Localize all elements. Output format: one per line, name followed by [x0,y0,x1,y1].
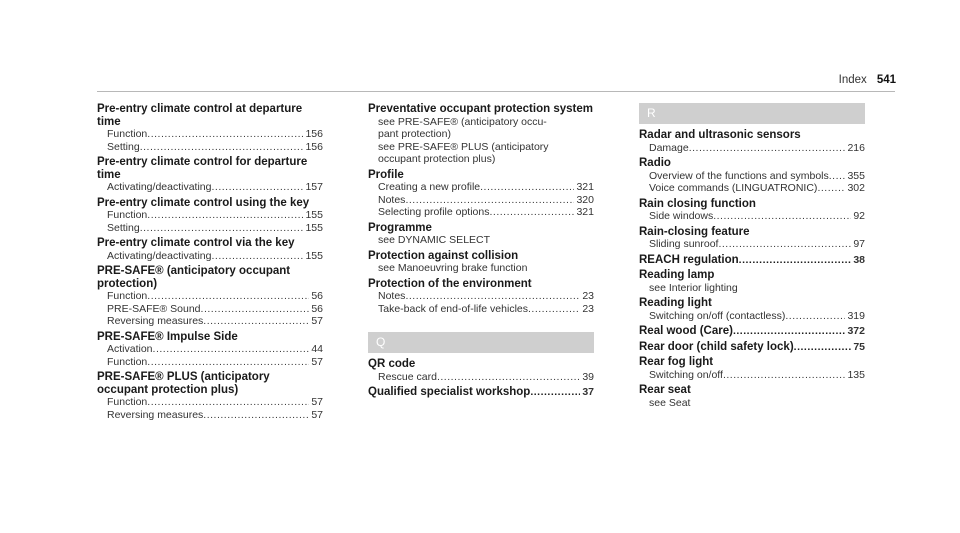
index-entry-title: Rear seat [639,384,691,396]
index-entry [368,386,594,399]
leader-dots [739,254,852,267]
index-entry-title: PRE-SAFE® Impulse Side [97,330,238,343]
index-entry-title: Radio [639,157,671,169]
sub-entry [97,222,323,235]
index-entry-title [639,341,865,354]
page-ref: 321 [576,206,594,218]
leader-dots [480,181,574,194]
leader-dots [718,238,851,251]
sub-entry-label: Creating a new profile [378,181,481,193]
page-ref: 319 [847,309,865,322]
page-ref: 321 [576,181,594,193]
index-column-2 [368,103,594,402]
index-column-1 [97,103,323,424]
index-entry-title [639,254,865,267]
sub-entry-label: Function [107,209,148,221]
index-entry-title: Rear fog light [639,356,714,368]
sub-entry-label: Voice commands (LINGUATRONIC) [649,182,818,194]
entry-title-text: Rear door (child safety lock) [639,340,794,353]
page-ref: 156 [305,140,323,153]
index-entry [639,341,865,354]
leader-dots [405,290,580,303]
page-ref: 37 [582,386,594,398]
sub-entry-label: Reversing measures [107,408,204,421]
index-entry [368,169,594,219]
sub-entry-label: Rescue card [378,370,437,383]
sub-entry [97,209,323,222]
index-entry-title: Protection against collision [368,249,519,262]
page-ref: 57 [311,408,323,421]
leader-dots [528,303,580,316]
page-ref: 372 [847,325,865,337]
page-ref: 302 [847,182,865,194]
page-ref: 44 [311,343,323,355]
leader-dots [147,396,309,409]
page-ref: 320 [576,193,594,206]
index-entry [97,103,323,153]
index-entry-title: Reading lamp [639,269,715,281]
index-entry-title [368,386,594,399]
sub-entry-label: Switching on/off (contactless) [649,309,786,322]
leader-dots [829,170,846,183]
page-ref: 155 [305,209,323,221]
leader-dots [733,325,846,338]
page-ref: 57 [311,315,323,327]
leader-dots [147,128,303,141]
page-ref: 156 [305,128,323,140]
cross-reference: pant protection) [378,128,451,140]
index-entry-title: Pre-entry climate control for departure time [97,156,308,181]
index-entry [97,331,323,369]
sub-entry-label: Overview of the functions and symbols [649,169,829,182]
index-entry [639,325,865,338]
sub-entry-label: Side windows [649,210,714,222]
sub-entry [97,396,323,409]
page-ref: 157 [305,181,323,193]
sub-entry-label: Sliding sunroof [649,238,719,250]
leader-dots [147,290,309,303]
leader-dots [203,409,309,422]
index-entry [97,197,323,235]
letter-heading: Q [368,332,594,353]
sub-entry-label: Activating/deactivating [107,181,212,193]
section-label: Index [838,74,867,86]
sub-entry [97,315,323,328]
index-entry [639,198,865,223]
leader-dots [140,141,304,154]
sub-entry-label: Function [107,396,148,408]
index-entry-title [639,325,865,338]
index-entry-title: PRE-SAFE® PLUS (anticipatory occupant protection plus) [97,371,270,396]
index-entry [368,358,594,383]
page-ref: 23 [582,290,594,302]
header-rule [97,91,895,92]
sub-entry [639,142,865,155]
sub-entry-label: Setting [107,221,140,234]
index-entry [368,250,594,275]
sub-entry-label: Switching on/off [649,368,723,381]
page-ref: 23 [582,302,594,315]
page-ref: 56 [311,290,323,302]
sub-entry [97,290,323,303]
sub-entry [639,170,865,183]
index-entry-title: Profile [368,168,404,181]
leader-dots [203,315,309,328]
index-entry-title: Radar and ultrasonic sensors [639,129,801,141]
leader-dots [689,142,846,155]
page-ref: 75 [853,340,865,353]
sub-entry [639,238,865,251]
sub-entry [368,194,594,207]
index-entry-title: QR code [368,358,416,370]
index-column-3 [639,103,865,412]
cross-reference: see PRE-SAFE® PLUS (anticipatory [378,140,549,153]
index-entry [97,156,323,194]
index-entry-title: Preventative occupant protection system [368,103,593,115]
index-entry [368,222,594,247]
page-ref: 155 [305,249,323,262]
leader-dots [147,209,303,222]
page-ref: 56 [311,302,323,315]
cross-reference: occupant protection plus) [378,153,496,165]
sub-entry [639,310,865,323]
sub-entry-label: Take-back of end-of-life vehicles [378,302,528,315]
cross-reference: see PRE-SAFE® (anticipatory occu- [378,115,547,128]
index-entry [639,384,865,409]
index-entry [639,356,865,381]
index-entry [97,371,323,421]
page-ref: 155 [305,221,323,234]
sub-entry [97,181,323,194]
sub-entry [368,303,594,316]
sub-entry [97,128,323,141]
sub-entry-label: Reversing measures [107,315,204,327]
page-ref: 355 [847,169,865,182]
page-ref: 216 [847,141,865,154]
index-entry-title: Pre-entry climate control via the key [97,237,295,249]
page-ref: 92 [853,210,865,222]
index-entry-title: Reading light [639,297,712,309]
sub-entry-label: Selecting profile options [378,206,490,218]
leader-dots [147,356,309,369]
sub-entry-label: Function [107,128,148,140]
index-entry [639,297,865,322]
leader-dots [723,369,846,382]
index-entry [97,237,323,262]
leader-dots [153,343,310,356]
leader-dots [437,371,580,384]
sub-entry-label: Function [107,290,148,302]
sub-entry-label: Notes [378,193,406,206]
index-entry [639,157,865,195]
index-entry-title: Rain closing function [639,197,756,210]
entry-title-text: Qualified specialist workshop [368,386,531,398]
sub-entry-label: Notes [378,290,406,302]
cross-reference: see Seat [649,396,691,409]
section-spacer [368,318,594,332]
entry-title-text: Real wood (Care) [639,325,733,337]
index-entry [368,278,594,316]
letter-heading: R [639,103,865,124]
sub-entry [97,356,323,369]
index-entry [368,103,594,166]
index-entry-title: PRE-SAFE® (anticipatory occupant protection) [97,265,291,290]
index-entry [639,226,865,251]
index-entry [639,129,865,154]
sub-entry-label: Function [107,355,148,368]
sub-entry [639,369,865,382]
page-ref: 57 [311,396,323,408]
leader-dots [713,210,851,223]
sub-entry-label: Setting [107,140,140,153]
leader-dots [794,341,852,354]
sub-entry [368,181,594,194]
sub-entry-label: PRE-SAFE® Sound [107,302,201,315]
leader-dots [211,250,303,263]
leader-dots [140,222,304,235]
leader-dots [490,206,575,219]
sub-entry-label: Activation [107,343,153,355]
index-entry-title: Programme [368,221,432,234]
sub-entry-label: Damage [649,141,689,154]
leader-dots [785,310,845,323]
sub-entry [368,206,594,219]
sub-entry [97,303,323,316]
cross-reference: see Interior lighting [649,281,738,294]
leader-dots [817,182,845,195]
sub-entry [639,182,865,195]
page-header [839,74,896,86]
index-entry [97,265,323,328]
sub-entry [97,250,323,263]
sub-entry [639,210,865,223]
page-ref: 39 [582,370,594,383]
page-ref: 38 [853,253,865,266]
leader-dots [530,386,580,399]
index-entry-title: Pre-entry climate control at departure time [97,103,303,128]
sub-entry [97,141,323,154]
entry-title-text: REACH regulation [639,253,739,266]
cross-reference: see DYNAMIC SELECT [378,234,491,246]
leader-dots [405,194,574,207]
cross-reference: see Manoeuvring brake function [378,262,528,274]
index-entry [639,269,865,294]
sub-entry [368,371,594,384]
index-entry [639,254,865,267]
sub-entry-label: Activating/deactivating [107,249,212,262]
index-entry-title: Rain-closing feature [639,225,750,238]
sub-entry [368,290,594,303]
page-ref: 57 [311,355,323,368]
sub-entry [97,343,323,356]
page-number: 541 [876,74,896,86]
leader-dots [201,303,310,316]
index-entry-title: Protection of the environment [368,277,532,290]
page-ref: 135 [847,368,865,381]
sub-entry [97,409,323,422]
page-ref: 97 [853,238,865,250]
index-entry-title: Pre-entry climate control using the key [97,196,310,209]
leader-dots [211,181,303,194]
